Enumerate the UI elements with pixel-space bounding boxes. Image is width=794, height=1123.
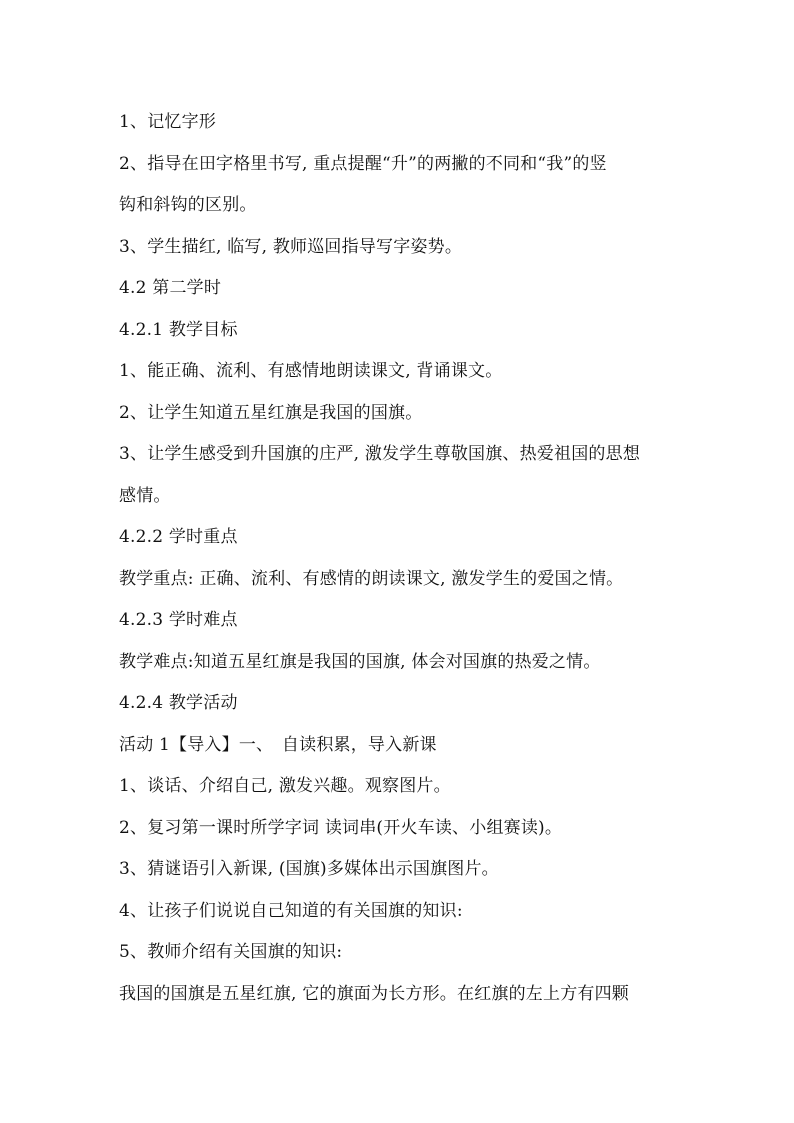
subsection-heading: 4.2.2 学时重点 (119, 527, 238, 547)
subsection-heading: 4.2.3 学时难点 (119, 610, 238, 630)
activity-heading: 活动 1【导入】一、 自读积累，导入新课 (119, 734, 437, 755)
text-line: 感情。 (119, 485, 171, 506)
text-line: 教学难点:知道五星红旗是我国的国旗, 体会对国旗的热爱之情。 (119, 651, 601, 672)
subsection-heading: 4.2.4 教学活动 (119, 693, 238, 713)
text-line: 1、记忆字形 (119, 112, 217, 132)
document-body (119, 102, 689, 1015)
text-line: 3、学生描红, 临写, 教师巡回指导写字姿势。 (119, 236, 463, 257)
text-line: 5、教师介绍有关国旗的知识: (119, 942, 343, 962)
text-line: 1、谈话、介绍自己, 激发兴趣。观察图片。 (119, 776, 451, 796)
text-line: 1、能正确、流利、有感情地朗读课文, 背诵课文。 (119, 361, 503, 381)
text-line: 3、让学生感受到升国旗的庄严, 激发学生尊敬国旗、热爱祖国的思想 (119, 444, 641, 464)
text-line: 钩和斜钩的区别。 (119, 195, 257, 215)
section-heading: 4.2 第二学时 (119, 278, 222, 298)
text-line: 我国的国旗是五星红旗, 它的旗面为长方形。在红旗的左上方有四颗 (119, 983, 630, 1004)
text-line: 4、让孩子们说说自己知道的有关国旗的知识: (119, 900, 463, 921)
text-line: 2、复习第一课时所学字词 读词串(开火车读、小组赛读)。 (119, 817, 563, 838)
text-line: 教学重点: 正确、流利、有感情的朗读课文, 激发学生的爱国之情。 (119, 568, 624, 589)
text-line: 3、猜谜语引入新课, (国旗)多媒体出示国旗图片。 (119, 859, 499, 879)
text-line: 2、让学生知道五星红旗是我国的国旗。 (119, 402, 423, 423)
text-line: 2、指导在田字格里书写, 重点提醒“升”的两撇的不同和“我”的竖 (119, 153, 607, 174)
subsection-heading: 4.2.1 教学目标 (119, 319, 238, 340)
